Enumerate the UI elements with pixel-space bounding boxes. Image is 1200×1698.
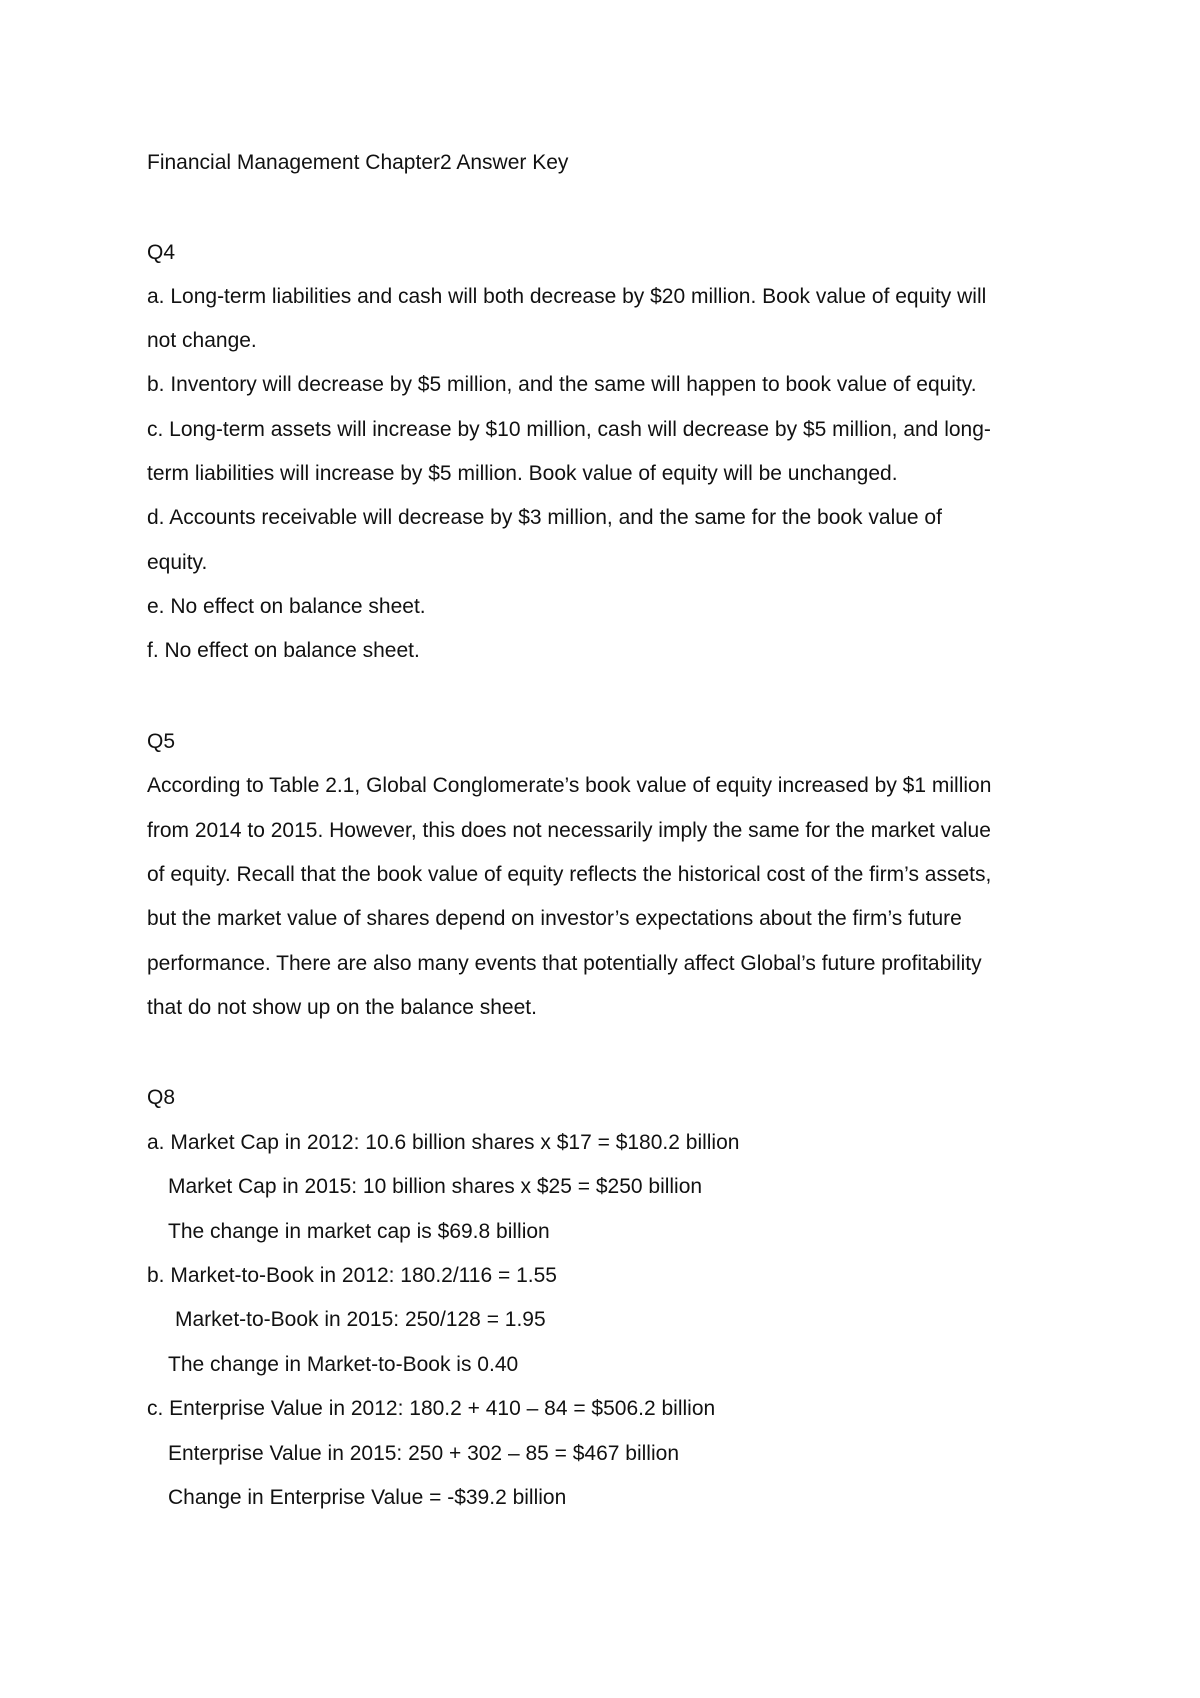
q4-line-a2: not change.	[147, 329, 257, 352]
q4-line-e: e. No effect on balance sheet.	[147, 595, 426, 618]
q8-line-b2: Market-to-Book in 2015: 250/128 = 1.95	[175, 1308, 546, 1331]
q5-line-4: but the market value of shares depend on investor’s expectations about the firm’s future	[147, 907, 962, 930]
q4-line-c2: term liabilities will increase by $5 million. Book value of equity will be unchanged.	[147, 462, 898, 485]
q8-line-b1: b. Market-to-Book in 2012: 180.2/116 = 1.55	[147, 1264, 557, 1287]
q4-line-d2: equity.	[147, 551, 208, 574]
q5-line-2: from 2014 to 2015. However, this does not necessarily imply the same for the market value	[147, 819, 991, 842]
q8-heading: Q8	[147, 1086, 176, 1109]
q4-line-d1: d. Accounts receivable will decrease by $3 million, and the same for the book value of	[147, 506, 942, 529]
q8-line-b3: The change in Market-to-Book is 0.40	[168, 1353, 519, 1376]
q4-heading: Q4	[147, 241, 176, 264]
q4-line-a1: a. Long-term liabilities and cash will both decrease by $20 million. Book value of equity will	[147, 285, 987, 308]
q5-line-6: that do not show up on the balance sheet.	[147, 996, 537, 1019]
q8-line-a2: Market Cap in 2015: 10 billion shares x $25 = $250 billion	[168, 1175, 703, 1198]
q5-line-5: performance. There are also many events that potentially affect Global’s future profitability	[147, 952, 982, 975]
q4-line-f: f. No effect on balance sheet.	[147, 639, 420, 662]
q5-line-3: of equity. Recall that the book value of equity reflects the historical cost of the firm’s assets,	[147, 863, 992, 886]
q5-heading: Q5	[147, 730, 176, 753]
q5-line-1: According to Table 2.1, Global Conglomerate’s book value of equity increased by $1 million	[147, 774, 992, 797]
q8-line-c3: Change in Enterprise Value = -$39.2 billion	[168, 1486, 567, 1509]
q4-line-b: b. Inventory will decrease by $5 million, and the same will happen to book value of equity.	[147, 373, 977, 396]
q8-line-c2: Enterprise Value in 2015: 250 + 302 – 85 = $467 billion	[168, 1442, 679, 1465]
q8-line-c1: c. Enterprise Value in 2012: 180.2 + 410 – 84 = $506.2 billion	[147, 1397, 716, 1420]
q8-line-a3: The change in market cap is $69.8 billion	[168, 1220, 550, 1243]
q8-line-a1: a. Market Cap in 2012: 10.6 billion shares x $17 = $180.2 billion	[147, 1131, 740, 1154]
q4-line-c1: c. Long-term assets will increase by $10 million, cash will decrease by $5 million, and long-	[147, 418, 991, 441]
document-title: Financial Management Chapter2 Answer Key	[147, 151, 569, 174]
